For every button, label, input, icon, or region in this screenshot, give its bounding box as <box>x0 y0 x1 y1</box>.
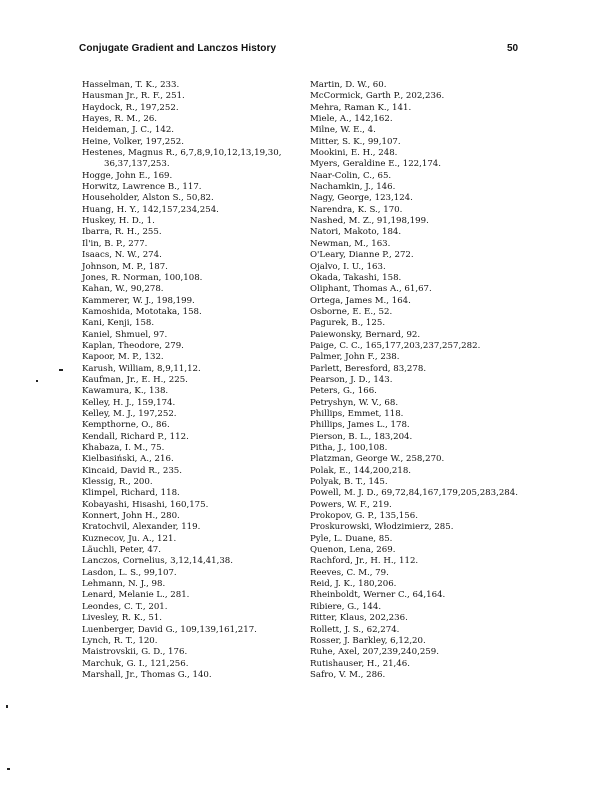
margin-mark <box>6 705 8 708</box>
index-entry: Proskurowski, Włodzimierz, 285. <box>310 522 454 533</box>
index-entry: McCormick, Garth P., 202,236. <box>310 91 445 102</box>
index-entry: Kaniel, Shmuel, 97. <box>82 329 168 340</box>
index-entry: Milne, W. E., 4. <box>310 125 376 136</box>
index-entry: Peters, G., 166. <box>310 386 377 397</box>
index-entry: Kielbasiński, A., 216. <box>82 454 174 465</box>
index-entry: Nachamkin, J., 146. <box>310 182 396 193</box>
index-entry: Marchuk, G. I., 121,256. <box>82 658 189 669</box>
index-entry: Pagurek, B., 125. <box>310 318 386 329</box>
index-entry: Platzman, George W., 258,270. <box>310 454 445 465</box>
index-entry: Kahan, W., 90,278. <box>82 284 164 295</box>
index-entry: Kawamura, K., 138. <box>82 386 169 397</box>
index-entry: Lanczos, Cornelius, 3,12,14,41,38. <box>82 556 234 567</box>
index-entry: Kaufman, Jr., E. H., 225. <box>82 374 188 385</box>
index-column-left <box>82 80 307 681</box>
index-entry: Powell, M. J. D., 69,72,84,167,179,205,283,284. <box>310 488 518 499</box>
index-entry: Rheinboldt, Werner C., 64,164. <box>310 590 446 601</box>
index-entry: Rutishauser, H., 21,46. <box>310 658 410 669</box>
index-entry: Pierson, B. L., 183,204. <box>310 431 413 442</box>
index-entry: Palmer, John F., 238. <box>310 352 400 363</box>
index-entry: Heideman, J. C., 142. <box>82 125 175 136</box>
index-entry: Huang, H. Y., 142,157,234,254. <box>82 204 219 215</box>
index-entry: Miele, A., 142,162. <box>310 114 393 125</box>
index-entry: Hayes, R. M., 26. <box>82 114 158 125</box>
index-entry: Kuznecov, Ju. A., 121. <box>82 533 177 544</box>
index-entry: Parlett, Beresford, 83,278. <box>310 363 427 374</box>
index-entry: Klimpel, Richard, 118. <box>82 488 180 499</box>
index-entry: Ibarra, R. H., 255. <box>82 227 162 238</box>
index-entry: Klessig, R., 200. <box>82 477 153 488</box>
index-entry: Isaacs, N. W., 274. <box>82 250 162 261</box>
index-entry: Johnson, M. P., 187. <box>82 261 168 272</box>
index-entry: Kratochvil, Alexander, 119. <box>82 522 201 533</box>
index-entry: Newman, M., 163. <box>310 238 391 249</box>
index-entry: Ojalvo, I. U., 163. <box>310 261 386 272</box>
index-entry: Okada, Takashi, 158. <box>310 272 402 283</box>
index-entry: Natori, Makoto, 184. <box>310 227 402 238</box>
index-entry: Läuchli, Peter, 47. <box>82 545 161 556</box>
index-entry: Luenberger, David G., 109,139,161,217. <box>82 624 257 635</box>
index-entry: Marshall, Jr., Thomas G., 140. <box>82 669 212 680</box>
index-entry: Kamoshida, Mototaka, 158. <box>82 306 202 317</box>
index-entry: Jones, R. Norman, 100,108. <box>82 272 203 283</box>
index-entry: Naar-Colin, C., 65. <box>310 170 392 181</box>
index-entry: Kammerer, W. J., 198,199. <box>82 295 195 306</box>
index-entry: Polak, E., 144,200,218. <box>310 465 412 476</box>
index-entry: Pearson, J. D., 143. <box>310 374 393 385</box>
margin-mark <box>7 768 10 770</box>
index-entry: Kempthorne, O., 86. <box>82 420 170 431</box>
page-number: 50 <box>507 43 519 54</box>
index-entry: Ribiere, G., 144. <box>310 601 382 612</box>
index-entry: Lasdon, L. S., 99,107. <box>82 567 177 578</box>
index-entry: Mitter, S. K., 99,107. <box>310 136 401 147</box>
index-entry: Huskey, H. D., 1. <box>82 216 155 227</box>
index-entry: Konnert, John H., 280. <box>82 511 180 522</box>
index-entry: Quenon, Lena, 269. <box>310 545 396 556</box>
index-entry: Il'in, B. P., 277. <box>82 238 148 249</box>
index-column-right <box>310 80 590 681</box>
index-entry: Karush, William, 8,9,11,12. <box>82 363 201 374</box>
index-entry: Leondes, C. T., 201. <box>82 601 168 612</box>
index-entry: Horwitz, Lawrence B., 117. <box>82 182 202 193</box>
index-entry: Mookini, E. H., 248. <box>310 148 398 159</box>
index-entry: Nashed, M. Z., 91,198,199. <box>310 216 429 227</box>
index-entry: Petryshyn, W. V., 68. <box>310 397 399 408</box>
index-entry: Phillips, Emmet, 118. <box>310 408 404 419</box>
index-entry: Safro, V. M., 286. <box>310 669 386 680</box>
index-entry: Paiewonsky, Bernard, 92. <box>310 329 421 340</box>
index-entry: Mehra, Raman K., 141. <box>310 102 412 113</box>
index-entry: Lynch, R. T., 120. <box>82 635 158 646</box>
index-entry: Hausman Jr., R. F., 251. <box>82 91 185 102</box>
index-entry: Kincaid, David R., 235. <box>82 465 183 476</box>
index-entry: Phillips, James L., 178. <box>310 420 410 431</box>
index-entry: Nagy, George, 123,124. <box>310 193 413 204</box>
index-entry: Ruhe, Axel, 207,239,240,259. <box>310 647 439 658</box>
index-entry: Kapoor, M. P., 132. <box>82 352 164 363</box>
index-entry: Heine, Volker, 197,252. <box>82 136 184 147</box>
index-entry: Rollett, J. S., 62,274. <box>310 624 400 635</box>
index-entry: O'Leary, Dianne P., 272. <box>310 250 414 261</box>
index-entry: Pitha, J., 100,108. <box>310 443 388 453</box>
margin-mark <box>36 380 38 382</box>
index-entry: Kaplan, Theodore, 279. <box>82 340 184 351</box>
index-entry: Lenard, Melanie L., 281. <box>82 590 190 601</box>
index-entry: Kendall, Richard P., 112. <box>82 431 189 442</box>
index-entry: Hestenes, Magnus R., 6,7,8,9,10,12,13,19,30, <box>82 148 282 159</box>
index-entry: Rosser, J. Barkley, 6,12,20. <box>310 635 426 646</box>
index-entry: Ritter, Klaus, 202,236. <box>310 613 408 624</box>
index-entry: Martin, D. W., 60. <box>310 80 387 90</box>
index-entry: Prokopov, G. P., 135,156. <box>310 511 418 522</box>
index-entry: Paige, C. C., 165,177,203,237,257,282. <box>310 340 481 351</box>
running-header-title: Conjugate Gradient and Lanczos History <box>79 43 277 54</box>
index-entry: Reeves, C. M., 79. <box>310 567 389 578</box>
index-entry: Kani, Kenji, 158. <box>82 318 155 329</box>
index-entry: Livesley, R. K., 51. <box>82 613 163 624</box>
index-entry: Pyle, L. Duane, 85. <box>310 533 393 544</box>
margin-mark <box>59 369 63 371</box>
index-entry: Oliphant, Thomas A., 61,67. <box>310 284 432 295</box>
index-entry: Kelley, H. J., 159,174. <box>82 397 176 408</box>
index-entry: Narendra, K. S., 170. <box>310 204 403 215</box>
index-entry: Kobayashi, Hisashi, 160,175. <box>82 499 209 510</box>
index-entry: Rachford, Jr., H. H., 112. <box>310 556 419 567</box>
index-entry: Householder, Alston S., 50,82. <box>82 193 214 204</box>
index-entry: Osborne, E. E., 52. <box>310 306 393 317</box>
index-entry: Polyak, B. T., 145. <box>310 477 388 488</box>
index-entry: Hasselman, T. K., 233. <box>82 80 180 90</box>
index-entry: Kelley, M. J., 197,252. <box>82 408 177 419</box>
index-entry: Ortega, James M., 164. <box>310 295 411 306</box>
index-entry: Powers, W. F., 219. <box>310 499 392 510</box>
index-entry: Khabaza, I. M., 75. <box>82 443 165 453</box>
index-entry: Lehmann, N. J., 98. <box>82 579 166 590</box>
index-entry: Haydock, R., 197,252. <box>82 102 179 113</box>
index-entry: 36,37,137,253. <box>104 159 170 170</box>
index-entry: Hogge, John E., 169. <box>82 170 173 181</box>
index-entry: Maistrovskii, G. D., 176. <box>82 647 188 658</box>
index-entry: Myers, Geraldine E., 122,174. <box>310 159 441 170</box>
index-entry: Reid, J. K., 180,206. <box>310 579 397 590</box>
